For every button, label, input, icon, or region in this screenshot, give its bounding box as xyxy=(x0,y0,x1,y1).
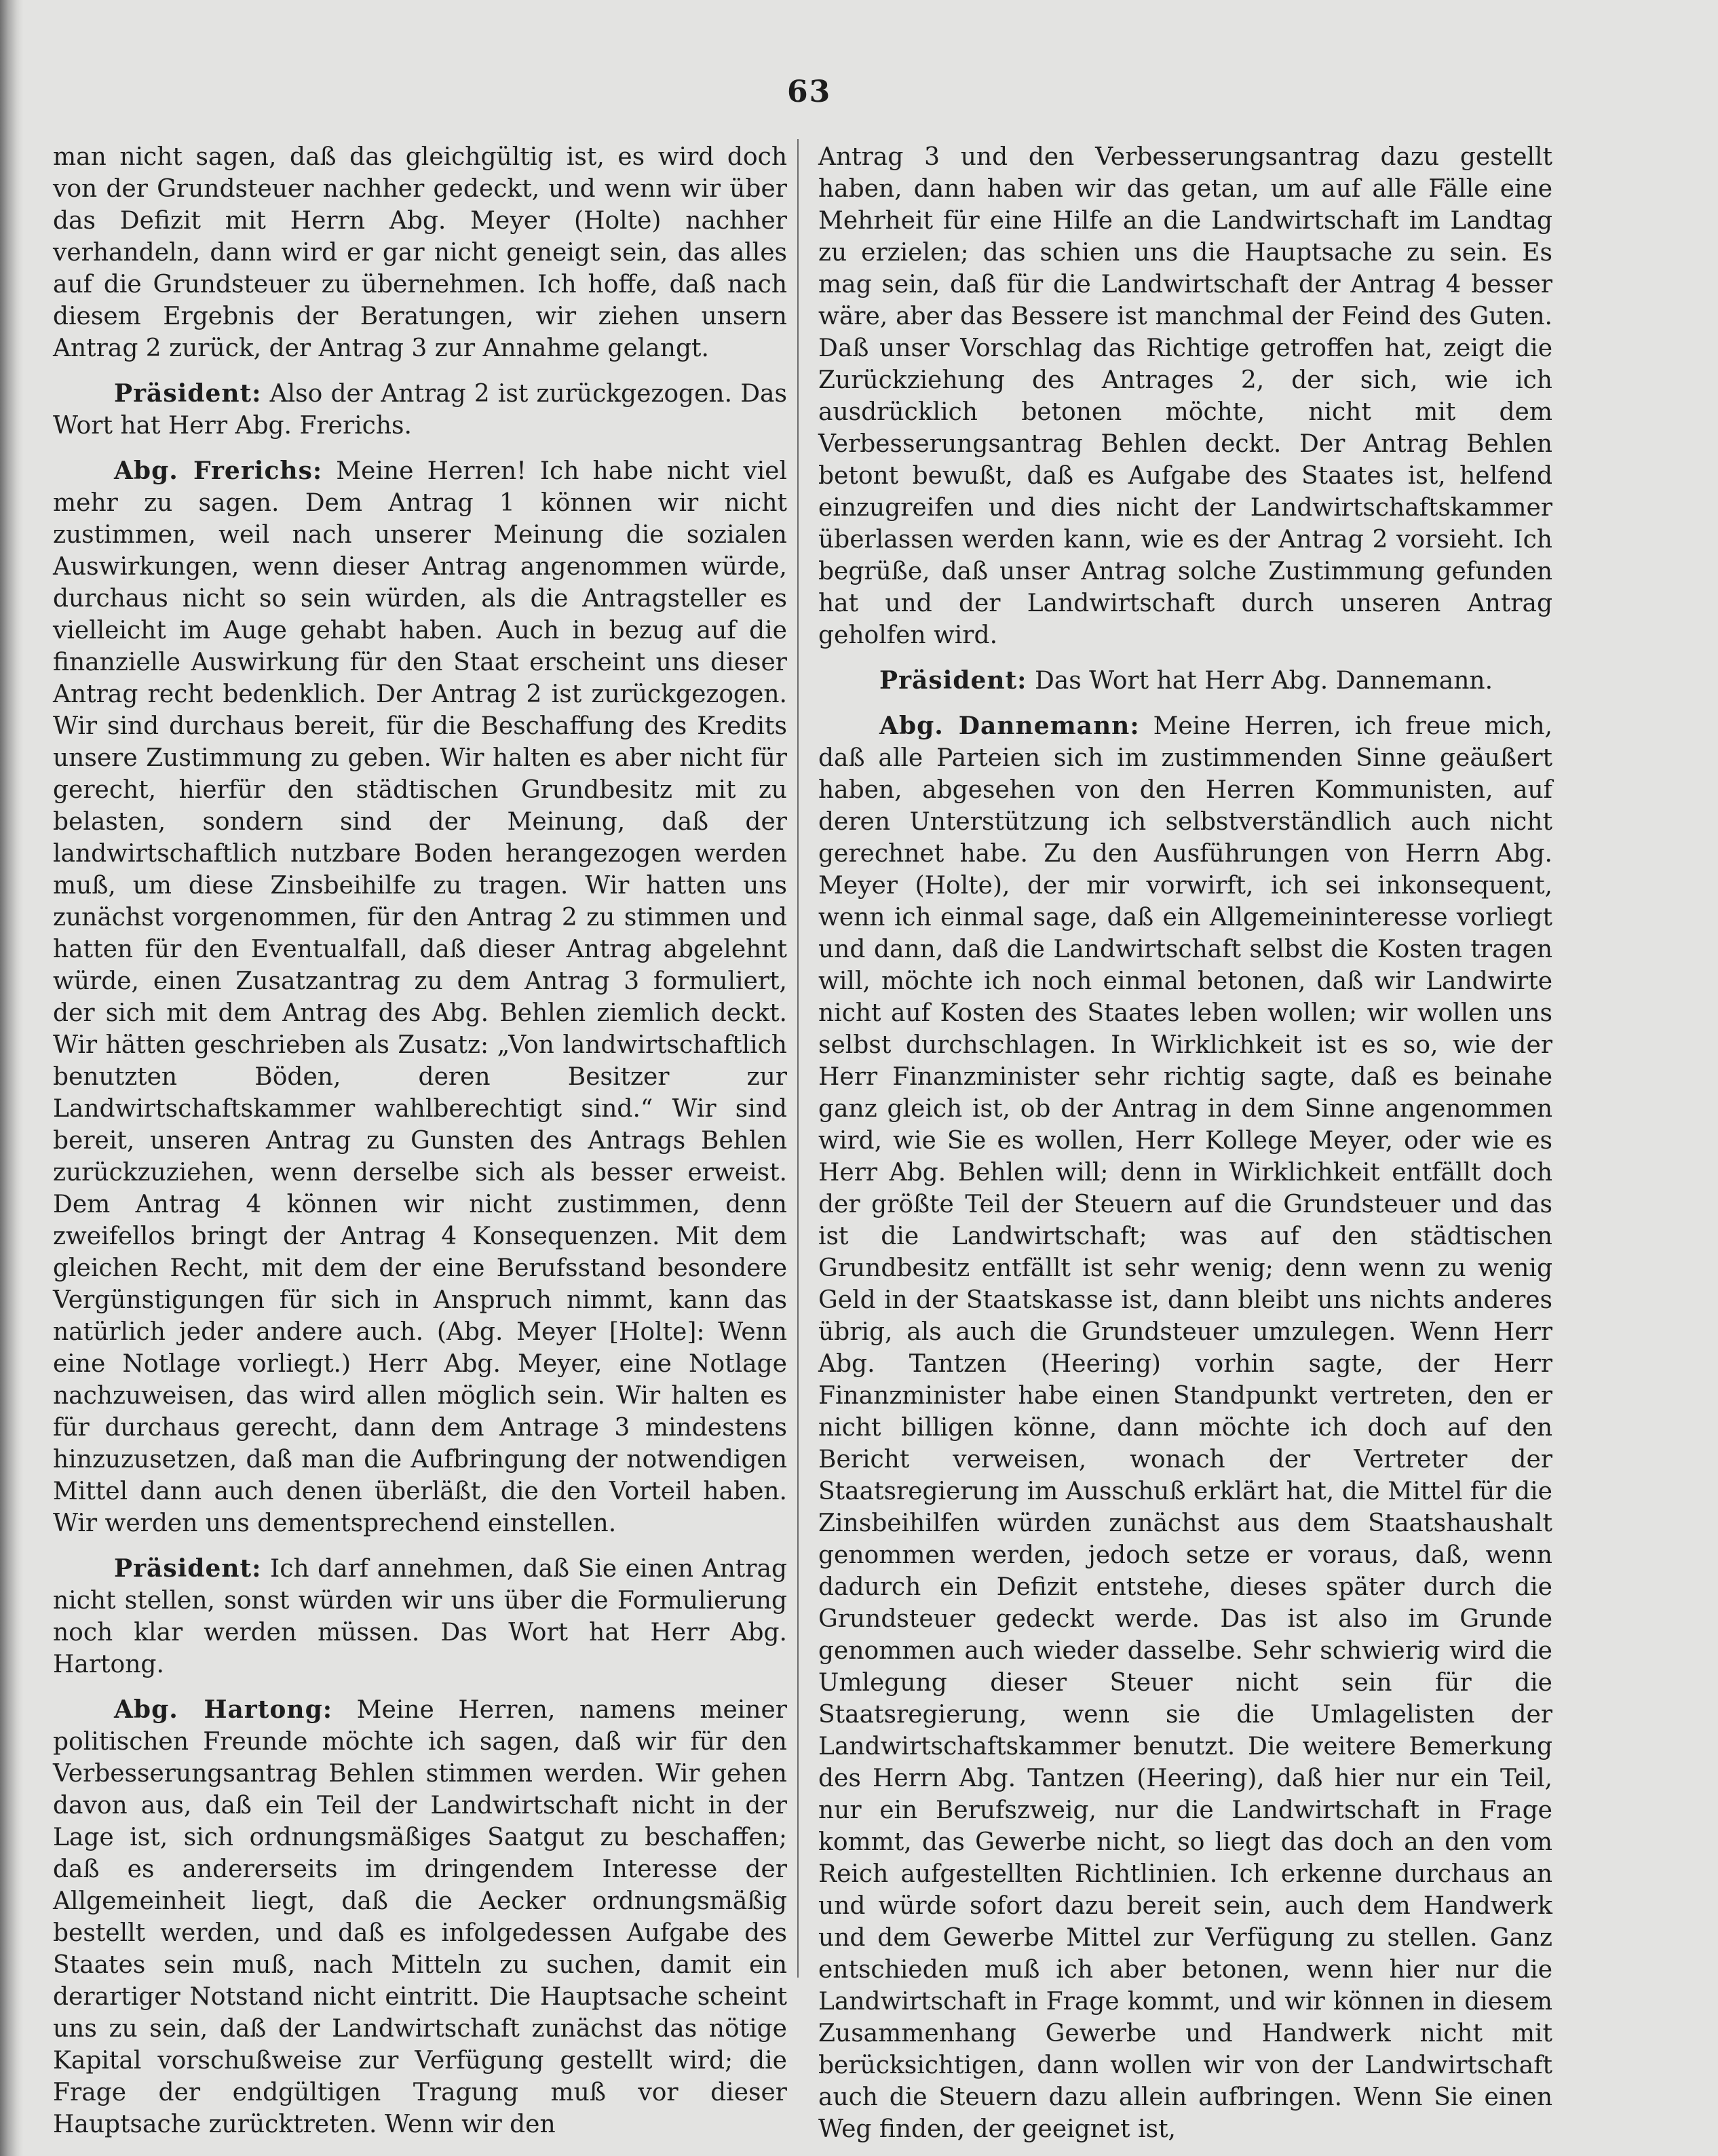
column-divider xyxy=(797,139,799,1978)
paragraph-text: man nicht sagen, daß das gleichgültig ist, es wird doch von der Grundsteuer nachher gedeckt, und wenn wir über das Defizit mit Herrn Abg. Meyer (Holte) nachher verhandeln, dann wird er gar nicht geneigt sein, das alles auf die Grundsteuer zu übernehmen. Ich hoffe, daß nach diesem Ergebnis der Beratungen, wir ziehen unsern Antrag 2 zurück, der Antrag 3 zur Annahme gelangt. xyxy=(53,143,787,362)
speech-text: Meine Herren, namens meiner politischen Freunde möchte ich sagen, daß wir für den Verbesserungsantrag Behlen stimmen werden. Wir gehen davon aus, daß ein Teil der Landwirtschaft nicht in der Lage ist, sich ordnungsmäßiges Saatgut zu beschaffen; daß es andererseits im dringendem Interesse der Allgemeinheit liegt, daß die Aecker ordnungsmäßig bestellt werden, und daß es infolgedessen Aufgabe des Staates sein muß, nach Mitteln zu suchen, damit ein derartiger Notstand nicht eintritt. Die Hauptsache scheint uns zu sein, daß der Landwirtschaft zunächst das nötige Kapital vorschußweise zur Verfügung gestellt wird; die Frage der endgültigen Tragung muß vor dieser Hauptsache zurücktreten. Wenn wir den xyxy=(53,1696,787,2138)
binding-shadow xyxy=(0,0,23,2156)
speech-paragraph xyxy=(53,455,787,1539)
page-number: 63 xyxy=(787,75,832,109)
paragraph-continuation xyxy=(818,141,1552,651)
speaker-label: Präsident: xyxy=(879,666,1027,695)
right-column xyxy=(818,141,1552,2143)
speech-paragraph xyxy=(818,665,1552,697)
speaker-label: Abg. Frerichs: xyxy=(114,457,323,485)
speaker-label: Präsident: xyxy=(114,379,262,408)
speech-text: Ich darf annehmen, daß Sie einen Antrag nicht stellen, sonst würden wir uns über die Formulierung noch klar werden müssen. Das Wort hat Herr Abg. Hartong. xyxy=(53,1555,787,1678)
speech-paragraph xyxy=(53,1553,787,1680)
speech-paragraph xyxy=(53,378,787,442)
speech-text: Meine Herren! Ich habe nicht viel mehr zu sagen. Dem Antrag 1 können wir nicht zustimmen, weil nach unserer Meinung die sozialen Auswirkungen, wenn dieser Antrag angenommen würde, durchaus nicht so sein würden, als die Antragsteller es vielleicht im Auge gehabt haben. Auch in bezug auf die finanzielle Auswirkung für den Staat erscheint uns dieser Antrag recht bedenklich. Der Antrag 2 ist zurückgezogen. Wir sind durchaus bereit, für die Beschaffung des Kredits unsere Zustimmung zu geben. Wir halten es aber nicht für gerecht, hierfür den städtischen Grundbesitz mit zu belasten, sondern sind der Meinung, daß der landwirtschaftlich nutzbare Boden herangezogen werden muß, um diese Zinsbeihilfe zu tragen. Wir hatten uns zunächst vorgenommen, für den Antrag 2 zu stimmen und hatten für den Eventualfall, daß dieser Antrag abgelehnt würde, einen Zusatzantrag zu dem Antrag 3 formuliert, der sich mit dem Antrag des Abg. Behlen ziemlich deckt. Wir hätten geschrieben als Zusatz: „Von landwirtschaftlich benutzten Böden, deren Besitzer zur Landwirtschaftskammer wahlberechtigt sind.“ Wir sind bereit, unseren Antrag zu Gunsten des Antrags Behlen zurückzuziehen, wenn derselbe sich als besser erweist. Dem Antrag 4 können wir nicht zustimmen, denn zweifellos bringt der Antrag 4 Konsequenzen. Mit dem gleichen Recht, mit dem der eine Berufsstand besondere Vergünstigungen für sich in Anspruch nimmt, kann das natürlich jeder andere auch. (Abg. Meyer [Holte]: Wenn eine Notlage vorliegt.) Herr Abg. Meyer, eine Notlage nachzuweisen, das wird allen möglich sein. Wir halten es für durchaus gerecht, dann dem Antrage 3 mindestens hinzuzusetzen, daß man die Aufbringung der notwendigen Mittel dann auch denen überläßt, die den Vorteil haben. Wir werden uns dementsprechend einstellen. xyxy=(53,457,788,1537)
speaker-label: Abg. Dannemann: xyxy=(879,712,1140,740)
speech-text: Also der Antrag 2 ist zurückgezogen. Das Wort hat Herr Abg. Frerichs. xyxy=(53,380,787,440)
speech-paragraph xyxy=(53,1694,787,2140)
speech-text: Meine Herren, ich freue mich, daß alle Parteien sich im zustimmenden Sinne geäußert haben, abgesehen von den Herren Kommunisten, auf deren Unterstützung ich selbstverständlich auch nicht gerechnet habe. Zu den Ausführungen von Herrn Abg. Meyer (Holte), der mir vorwirft, ich sei inkonsequent, wenn ich einmal sage, daß ein Allgemeininteresse vorliegt und dann, daß die Landwirtschaft selbst die Kosten tragen will, möchte ich noch einmal betonen, daß wir Landwirte nicht auf Kosten des Staates leben wollen; wir wollen uns selbst durchschlagen. In Wirklichkeit ist es so, wie der Herr Finanzminister sehr richtig sagte, daß es beinahe ganz gleich ist, ob der Antrag in dem Sinne angenommen wird, wie Sie es wollen, Herr Kollege Meyer, oder wie es Herr Abg. Behlen will; denn in Wirklichkeit entfällt doch der größte Teil der Steuern auf die Grundsteuer und das ist die Landwirtschaft; was auf den städtischen Grundbesitz entfällt ist sehr wenig; denn wenn zu wenig Geld in der Staatskasse ist, dann bleibt uns nichts anderes übrig, als auch die Grundsteuer umzulegen. Wenn Herr Abg. Tantzen (Heering) vorhin sagte, der Herr Finanzminister habe einen Standpunkt vertreten, den er nicht billigen könne, dann möchte ich doch auf den Bericht verweisen, wonach der Vertreter der Staatsregierung im Ausschuß erklärt hat, die Mittel für die Zinsbeihilfen würden zunächst aus dem Staatshaushalt genommen werden, jedoch setze er voraus, daß, wenn dadurch ein Defizit entstehe, dieses später durch die Grundsteuer gedeckt werde. Das ist also im Grunde genommen auch wieder dasselbe. Sehr schwierig wird die Umlegung dieser Steuer nicht sein für die Staatsregierung, wenn sie die Umlagelisten der Landwirtschaftskammer benutzt. Die weitere Bemerkung des Herrn Abg. Tantzen (Heering), daß hier nur ein Teil, nur ein Berufszweig, nur die Landwirtschaft in Frage kommt, das Gewerbe nicht, so liegt das doch an den vom Reich aufgestellten Richtlinien. Ich erkenne durchaus an und würde sofort dazu bereit sein, auch dem Handwerk und dem Gewerbe Mittel zur Verfügung zu stellen. Ganz entschieden muß ich aber betonen, wenn hier nur die Landwirtschaft in Frage kommt, und wir können in diesem Zusammenhang Gewerbe und Handwerk nicht mit berücksichtigen, dann wollen wir von der Landwirtschaft auch die Steuern dazu allein aufbringen. Wenn Sie einen Weg finden, der geeignet ist, xyxy=(818,712,1552,2143)
speech-paragraph xyxy=(818,710,1552,2145)
speech-text: Das Wort hat Herr Abg. Dannemann. xyxy=(1034,667,1493,695)
paragraph-continuation xyxy=(53,141,787,364)
left-column xyxy=(53,141,788,2138)
speaker-label: Abg. Hartong: xyxy=(114,1695,333,1724)
speaker-label: Präsident: xyxy=(114,1554,262,1583)
paragraph-text: Antrag 3 und den Verbesserungsantrag dazu gestellt haben, dann haben wir das getan, um auf alle Fälle eine Mehrheit für eine Hilfe an die Landwirtschaft im Landtag zu erzielen; das schien uns die Hauptsache zu sein. Es mag sein, daß für die Landwirtschaft der Antrag 4 besser wäre, aber das Bessere ist manchmal der Feind des Guten. Daß unser Vorschlag das Richtige getroffen hat, zeigt die Zurückziehung des Antrages 2, der sich, wie ich ausdrücklich betonen möchte, nicht mit dem Verbesserungsantrag Behlen deckt. Der Antrag Behlen betont bewußt, daß es Aufgabe des Staates ist, helfend einzugreifen und dies nicht der Landwirtschaftskammer überlassen werden kann, wie es der Antrag 2 vorsieht. Ich begrüße, daß unser Antrag solche Zustimmung gefunden hat und der Landwirtschaft durch unseren Antrag geholfen wird. xyxy=(818,143,1552,649)
